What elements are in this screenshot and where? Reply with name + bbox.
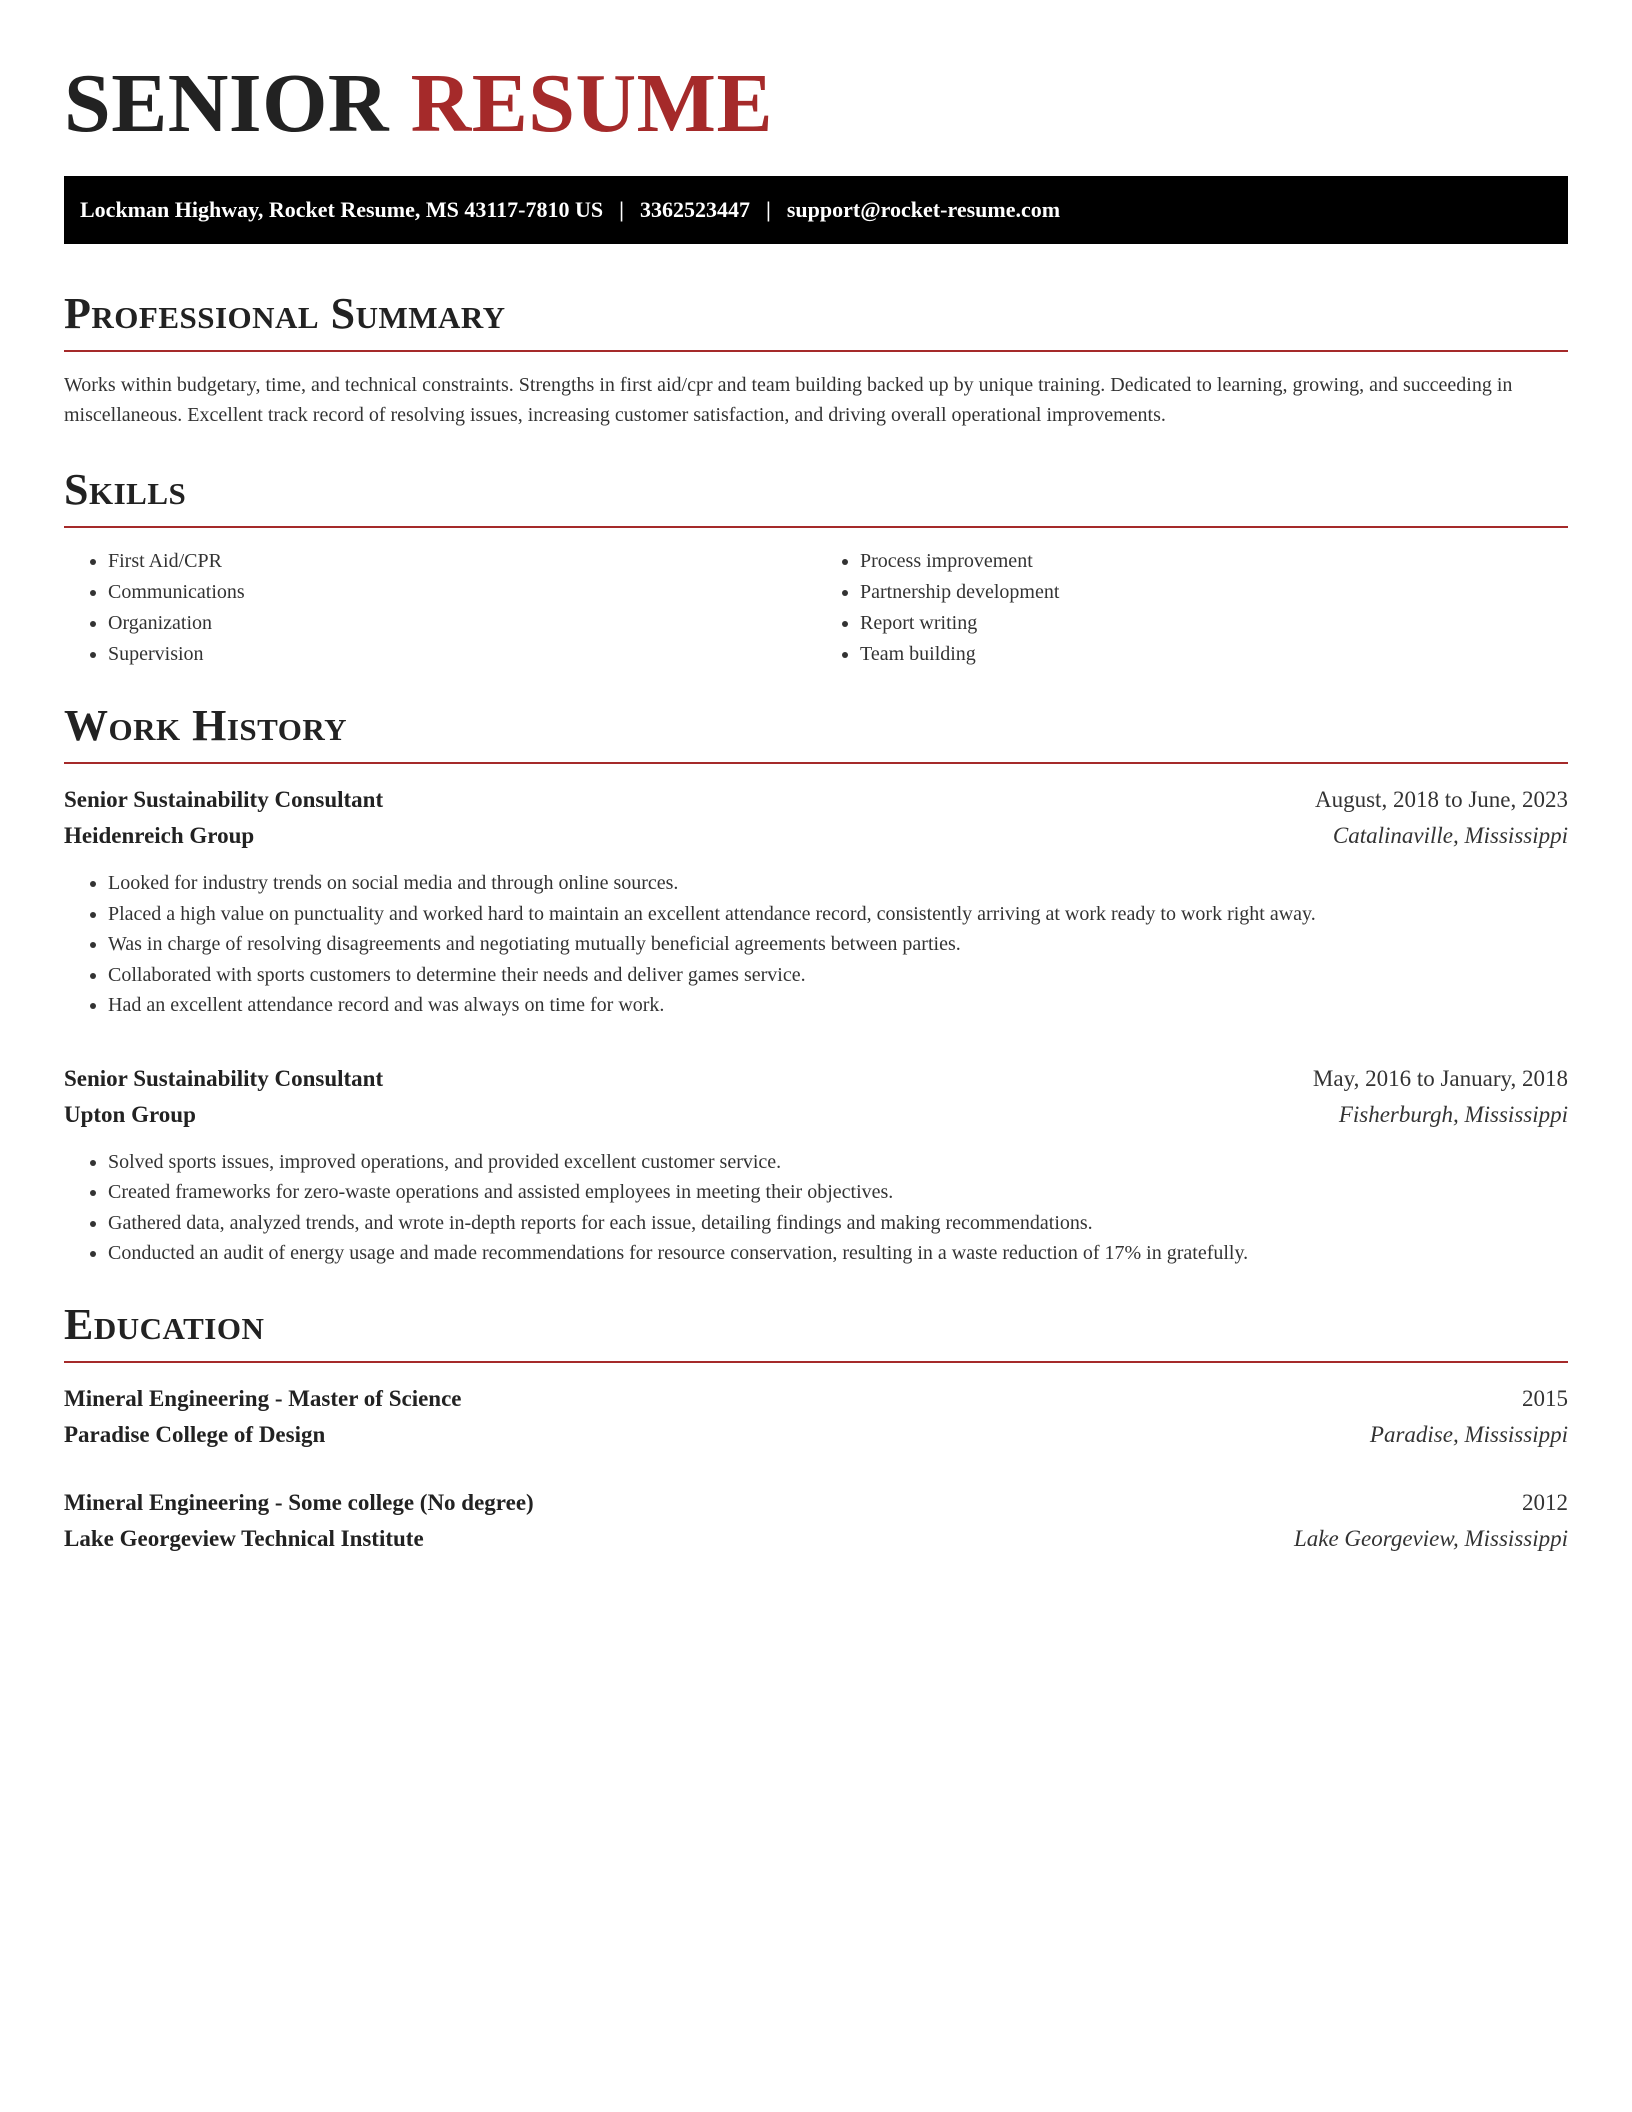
contact-separator: | (619, 197, 624, 222)
job-bullet: • Collaborated with sports customers to determine their needs and deliver games service. (108, 960, 1568, 991)
job-header-row (64, 782, 1568, 818)
contact-address: Lockman Highway, Rocket Resume, MS 43117-7810 US (80, 197, 604, 222)
work-history-section (64, 700, 1568, 1269)
section-divider (64, 526, 1568, 528)
job-location: Fisherburgh, Mississippi (1338, 1101, 1568, 1127)
section-divider (64, 350, 1568, 352)
job-bullet: • Had an excellent attendance record and was always on time for work. (108, 990, 1568, 1021)
education-year: 2015 (1522, 1385, 1568, 1411)
skill-item: • Process improvement (860, 546, 1568, 577)
skill-item: • First Aid/CPR (108, 546, 816, 577)
summary-text: Works within budgetary, time, and technical constraints. Strengths in first aid/cpr and team building backed up by unique training. Dedicated to learning, growing, and succeeding in miscellaneous. Excellent track record of resolving issues, increasing customer satisfaction, and driving overall operational improvements. (64, 374, 1513, 426)
job-location: Catalinaville, Mississippi (1332, 823, 1568, 848)
education-degree: Mineral Engineering - Some college (No degree) (64, 1489, 534, 1515)
education-entry (64, 1381, 1568, 1453)
job-company-row (64, 1097, 1568, 1133)
skill-item: • Team building (860, 639, 1568, 670)
summary-section (64, 288, 1568, 430)
skill-item: • Communications (108, 577, 816, 608)
job-bullets (64, 868, 1568, 1021)
education-entry (64, 1485, 1568, 1557)
skills-section (64, 464, 1568, 670)
job-position: Senior Sustainability Consultant (64, 1065, 384, 1091)
skill-item: • Partnership development (860, 577, 1568, 608)
education-year: 2012 (1522, 1489, 1568, 1515)
education-location: Lake Georgeview, Mississippi (1293, 1525, 1568, 1551)
section-title-skills: Skills (64, 465, 187, 514)
job-bullet: • Looked for industry trends on social media and through online sources. (108, 868, 1568, 899)
education-school-row (64, 1417, 1568, 1453)
resume-name (64, 56, 1568, 152)
job-entry (64, 1061, 1568, 1269)
contact-separator: | (765, 197, 771, 222)
job-dates: August, 2018 to June, 2023 (1315, 787, 1568, 812)
skills-column-right (816, 546, 1568, 670)
skills-grid (64, 546, 1568, 670)
education-degree: Mineral Engineering - Master of Science (64, 1385, 462, 1411)
education-school-row (64, 1521, 1568, 1557)
job-company: Heidenreich Group (64, 823, 255, 848)
skill-item: • Supervision (108, 639, 816, 670)
job-dates: May, 2016 to January, 2018 (1312, 1065, 1568, 1091)
contact-email: support@rocket-resume.com (786, 197, 1061, 222)
section-divider (64, 762, 1568, 764)
job-bullet: • Created frameworks for zero-waste operations and assisted employees in meeting their objectives. (108, 1177, 1568, 1208)
resume-page (64, 56, 1568, 1557)
section-divider (64, 1361, 1568, 1363)
job-position: Senior Sustainability Consultant (64, 787, 384, 812)
section-title-work-history: Work History (64, 701, 348, 750)
job-bullet: • Was in charge of resolving disagreements and negotiating mutually beneficial agreements between parties. (108, 929, 1568, 960)
job-bullet: • Conducted an audit of energy usage and made recommendations for resource conservation, resulting in a waste reduction of 17% in gratefully. (108, 1238, 1568, 1269)
section-title-education: Education (64, 1299, 265, 1349)
skill-item: • Report writing (860, 608, 1568, 639)
name-first: SENIOR (64, 57, 390, 150)
job-entry (64, 782, 1568, 1021)
skill-item: • Organization (108, 608, 816, 639)
contact-bar (64, 176, 1568, 244)
education-school: Lake Georgeview Technical Institute (64, 1525, 424, 1551)
job-company-row (64, 818, 1568, 854)
contact-phone: 3362523447 (639, 197, 750, 222)
job-company: Upton Group (64, 1101, 196, 1127)
education-header-row (64, 1485, 1568, 1521)
section-title-summary: Professional Summary (64, 289, 506, 338)
education-section (64, 1299, 1568, 1557)
job-bullet: • Gathered data, analyzed trends, and wrote in-depth reports for each issue, detailing findings and making recommendations. (108, 1208, 1568, 1239)
job-bullet: • Placed a high value on punctuality and worked hard to maintain an excellent attendance record, consistently arriving at work ready to work right away. (108, 899, 1568, 930)
job-bullets (64, 1147, 1568, 1269)
education-header-row (64, 1381, 1568, 1417)
name-last: RESUME (410, 57, 773, 150)
education-location: Paradise, Mississippi (1369, 1421, 1568, 1447)
education-school: Paradise College of Design (64, 1421, 326, 1447)
job-bullet: • Solved sports issues, improved operations, and provided excellent customer service. (108, 1147, 1568, 1178)
skills-column-left (64, 546, 816, 670)
job-header-row (64, 1061, 1568, 1097)
